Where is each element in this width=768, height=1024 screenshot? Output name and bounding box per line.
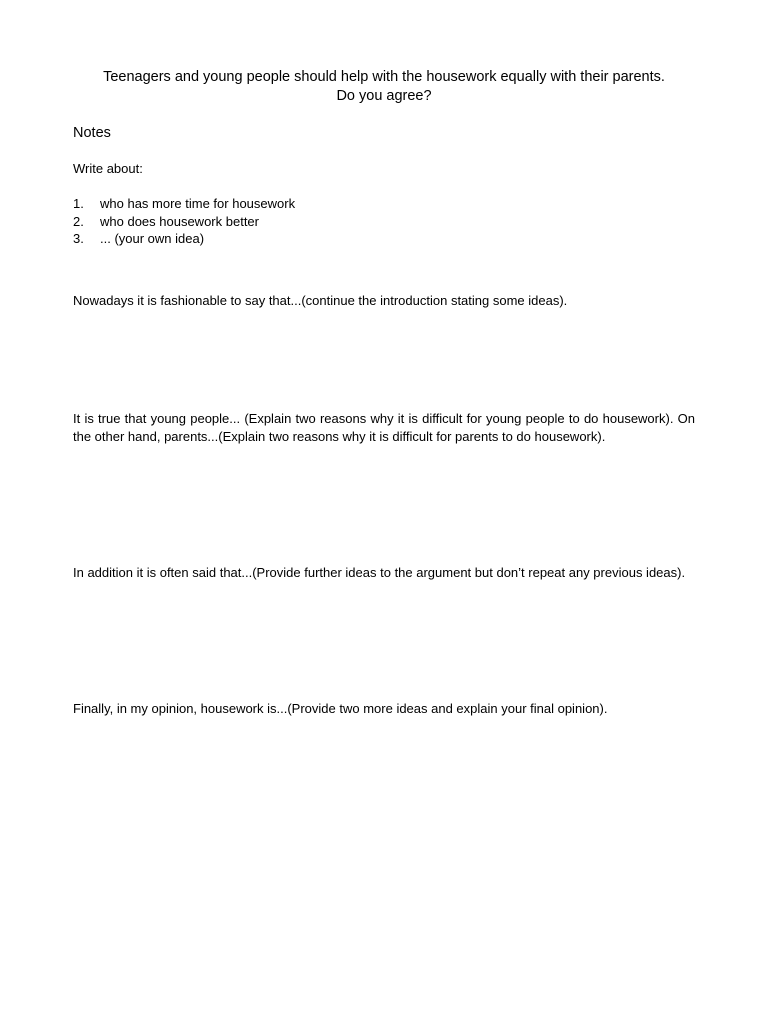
- title-line-2: Do you agree?: [336, 88, 432, 104]
- paragraph-addition: In addition it is often said that...(Provide further ideas to the argument but don’t repeat any previous ideas).: [73, 565, 686, 580]
- list-item-number: 2.: [73, 213, 84, 229]
- document-title: [60, 68, 708, 106]
- write-about-label: Write about:: [73, 161, 143, 176]
- list-item-text: who has more time for housework: [100, 196, 296, 211]
- paragraph-reasons: It is true that young people... (Explain two reasons why it is difficult for young people to do housework). On the other hand, parents...(Explain two reasons why it is difficult for parents to do housework).: [73, 411, 695, 444]
- list-item: [73, 195, 295, 213]
- list-item: [73, 230, 295, 248]
- topics-list: [73, 195, 295, 248]
- list-item-text: who does housework better: [100, 213, 259, 229]
- list-item-text: ... (your own idea): [100, 231, 205, 246]
- list-item-number: 3.: [73, 231, 84, 246]
- title-line-1: Teenagers and young people should help with the housework equally with their parents.: [103, 69, 665, 85]
- list-item-number: 1.: [73, 196, 84, 211]
- notes-heading: Notes: [73, 125, 111, 141]
- paragraph-introduction: Nowadays it is fashionable to say that...(continue the introduction stating some ideas).: [73, 293, 568, 308]
- list-item: [73, 213, 295, 231]
- paragraph-conclusion: Finally, in my opinion, housework is...(Provide two more ideas and explain your final opinion).: [73, 701, 608, 716]
